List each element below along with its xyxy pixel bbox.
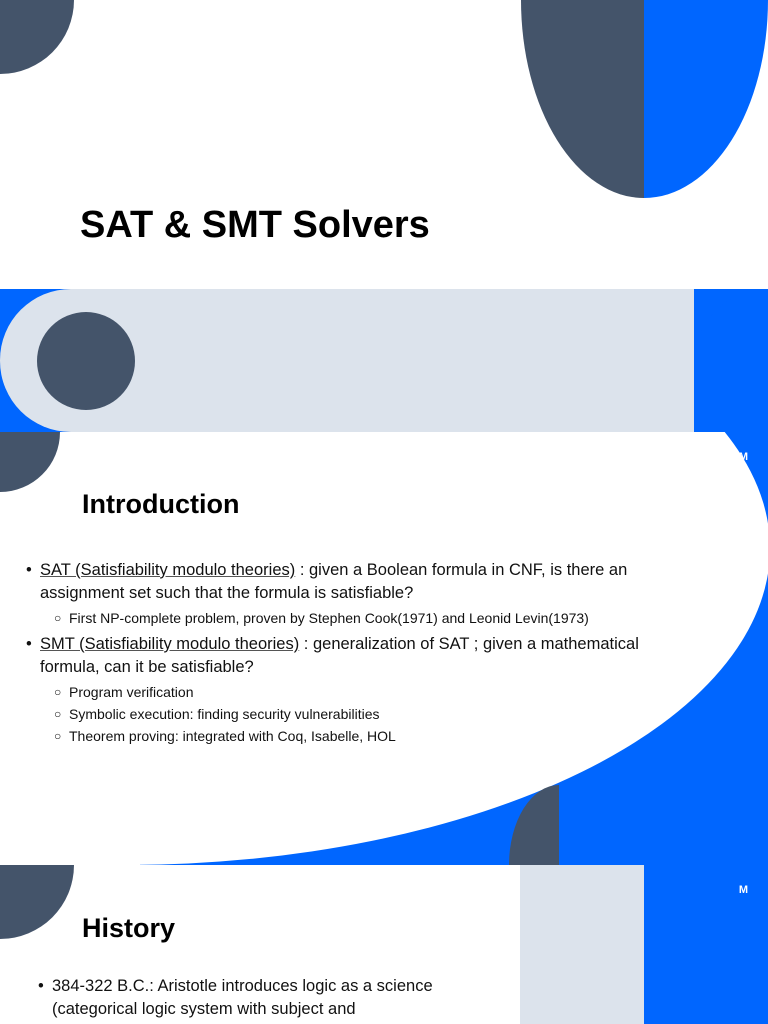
corner-circle-shape <box>0 0 74 74</box>
bullet-item-sat <box>26 559 696 629</box>
leaf-shape-right <box>644 0 768 198</box>
sub-list <box>54 607 696 629</box>
slide-heading: History <box>82 913 176 943</box>
bullet-text: : given a Boolean formula in CNF, is there an assignment set such that the formula is satisfiable? <box>40 561 628 602</box>
bullet-text: 384-322 B.C.: Aristotle introduces logic as a science (categorical logic system with subject and <box>52 977 433 1018</box>
slide-heading: Introduction <box>82 489 240 519</box>
sub-item-text: Theorem proving: integrated with Coq, Isabelle, HOL <box>69 728 396 744</box>
sub-item-text: First NP-complete problem, proven by Stephen Cook(1971) and Leonid Levin(1973) <box>69 610 589 626</box>
introduction-slide <box>0 432 768 865</box>
sub-item <box>54 681 696 703</box>
sub-bullet-icon: ○ <box>54 685 62 699</box>
corner-circle-shape <box>0 865 74 939</box>
bullet-icon: • <box>26 561 32 579</box>
sub-item <box>54 725 696 747</box>
sat-link[interactable]: SAT (Satisfiability modulo theories) <box>40 561 296 579</box>
slide-title: SAT & SMT Solvers <box>80 204 430 246</box>
slide-mark: M <box>738 451 748 463</box>
bullet-text: : generalization of SAT ; given a mathematical formula, can it be satisfiable? <box>40 635 639 676</box>
leaf-shape-left <box>521 0 644 198</box>
sub-bullet-icon: ○ <box>54 611 62 625</box>
sub-bullet-icon: ○ <box>54 729 62 743</box>
history-slide <box>0 865 768 1024</box>
bullet-list <box>26 559 696 751</box>
sub-item-text: Symbolic execution: finding security vulnerabilities <box>69 706 380 722</box>
bullet-item-history <box>38 975 508 1021</box>
bullet-icon: • <box>26 635 32 653</box>
band-circle-shape <box>37 312 135 410</box>
sub-item-text: Program verification <box>69 684 194 700</box>
title-slide <box>0 0 768 432</box>
bullet-item-smt <box>26 633 696 747</box>
smt-link[interactable]: SMT (Satisfiability modulo theories) <box>40 635 300 653</box>
slide-mark: M <box>738 884 748 896</box>
sub-list <box>54 681 696 747</box>
sub-bullet-icon: ○ <box>54 707 62 721</box>
bullet-icon: • <box>38 977 44 995</box>
bullet-list <box>38 975 508 1024</box>
sub-item <box>54 703 696 725</box>
sub-item <box>54 607 696 629</box>
blue-panel-shape <box>644 865 768 1024</box>
